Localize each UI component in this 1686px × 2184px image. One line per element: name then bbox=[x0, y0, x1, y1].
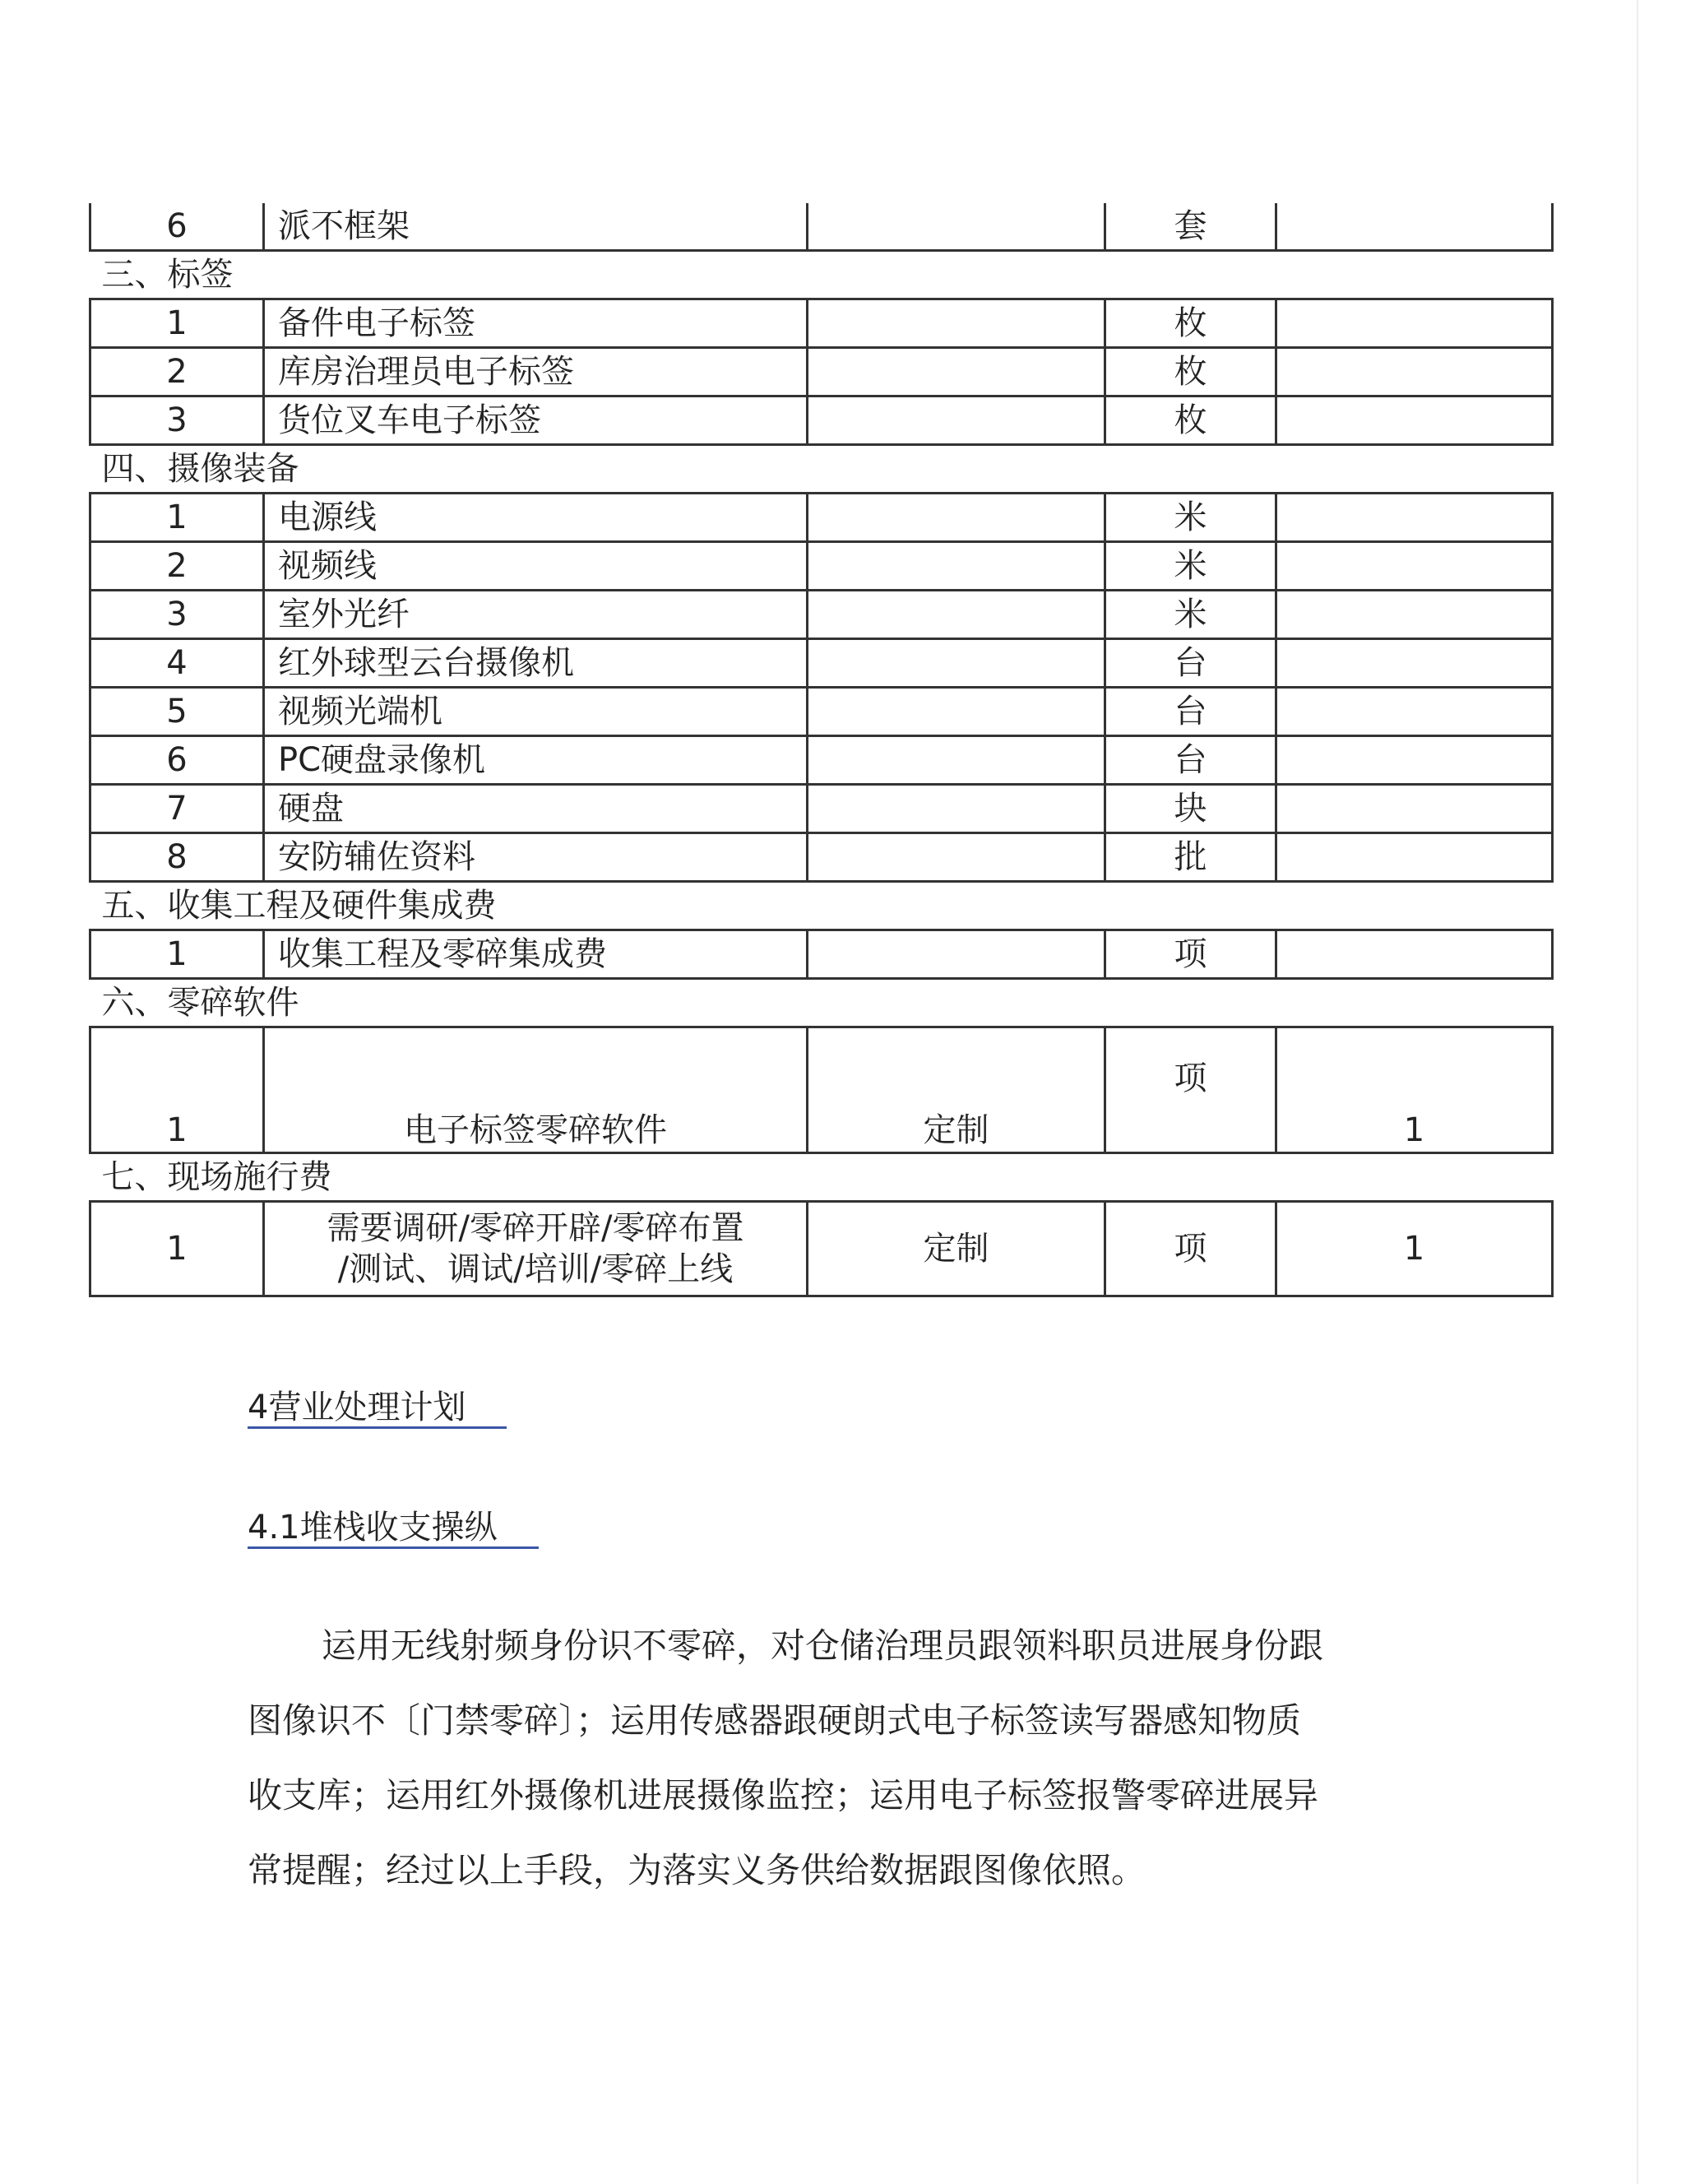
row-name: 货位叉车电子标签 bbox=[264, 396, 808, 445]
section-header bbox=[90, 251, 1553, 299]
row-unit: 台 bbox=[1105, 736, 1276, 785]
row-qty: 1 bbox=[1276, 1202, 1553, 1296]
row-spec bbox=[808, 833, 1105, 882]
row-unit: 套 bbox=[1105, 203, 1276, 251]
row-no: 1 bbox=[90, 1027, 264, 1153]
section-title: 七、现场施行费 bbox=[90, 1153, 1553, 1202]
paragraph-line: 常提醒；经过以上手段，为落实义务供给数据跟图像依照。 bbox=[248, 1850, 1146, 1890]
row-spec bbox=[808, 203, 1105, 251]
row-name: 收集工程及零碎集成费 bbox=[264, 930, 808, 979]
row-no: 3 bbox=[90, 396, 264, 445]
row-unit: 项 bbox=[1105, 1202, 1276, 1296]
row-name: PC硬盘录像机 bbox=[264, 736, 808, 785]
paragraph-line: 运用无线射频身份识不零碎，对仓储治理员跟领料职员进展身份跟 bbox=[322, 1625, 1324, 1666]
row-name: 电源线 bbox=[264, 494, 808, 542]
row-unit: 米 bbox=[1105, 494, 1276, 542]
row-unit: 米 bbox=[1105, 542, 1276, 591]
row-no: 3 bbox=[90, 591, 264, 639]
heading-text: 4营业处理计划 bbox=[248, 1389, 507, 1429]
section-header bbox=[90, 882, 1553, 930]
row-name: 视频光端机 bbox=[264, 688, 808, 736]
row-unit: 台 bbox=[1105, 688, 1276, 736]
row-spec bbox=[808, 785, 1105, 833]
paragraph-line: 收支库；运用红外摄像机进展摄像监控；运用电子标签报警零碎进展异 bbox=[248, 1775, 1319, 1815]
table-row bbox=[90, 639, 1553, 688]
row-qty bbox=[1276, 494, 1553, 542]
section-title: 三、标签 bbox=[90, 251, 1553, 299]
table-row bbox=[90, 833, 1553, 882]
row-no: 6 bbox=[90, 203, 264, 251]
row-spec bbox=[808, 736, 1105, 785]
row-spec bbox=[808, 396, 1105, 445]
row-no: 6 bbox=[90, 736, 264, 785]
equipment-table bbox=[89, 203, 1554, 1297]
subsection-heading bbox=[248, 1508, 539, 1547]
row-qty bbox=[1276, 833, 1553, 882]
row-name: 硬盘 bbox=[264, 785, 808, 833]
section-heading bbox=[248, 1388, 507, 1427]
row-unit: 项 bbox=[1105, 930, 1276, 979]
row-name: 库房治理员电子标签 bbox=[264, 348, 808, 396]
row-no: 5 bbox=[90, 688, 264, 736]
body-paragraph bbox=[248, 1608, 1399, 1908]
row-name-line1: 需要调研/零碎开辟/零碎布置 bbox=[327, 1209, 744, 1247]
row-qty bbox=[1276, 203, 1553, 251]
row-spec bbox=[808, 639, 1105, 688]
row-spec: 定制 bbox=[808, 1202, 1105, 1296]
table-row bbox=[90, 1027, 1553, 1153]
section-header bbox=[90, 445, 1553, 494]
row-unit: 台 bbox=[1105, 639, 1276, 688]
row-no: 1 bbox=[90, 299, 264, 348]
row-qty bbox=[1276, 396, 1553, 445]
table-row bbox=[90, 688, 1553, 736]
row-name: 电子标签零碎软件 bbox=[264, 1027, 808, 1153]
row-no: 4 bbox=[90, 639, 264, 688]
section-title: 四、摄像装备 bbox=[90, 445, 1553, 494]
row-unit: 块 bbox=[1105, 785, 1276, 833]
row-no: 1 bbox=[90, 494, 264, 542]
row-spec bbox=[808, 299, 1105, 348]
row-name: 红外球型云台摄像机 bbox=[264, 639, 808, 688]
row-spec bbox=[808, 542, 1105, 591]
row-name bbox=[264, 1202, 808, 1296]
row-qty bbox=[1276, 591, 1553, 639]
row-unit: 枚 bbox=[1105, 348, 1276, 396]
row-spec bbox=[808, 591, 1105, 639]
row-spec bbox=[808, 348, 1105, 396]
row-qty bbox=[1276, 688, 1553, 736]
row-qty bbox=[1276, 930, 1553, 979]
section-title: 六、零碎软件 bbox=[90, 979, 1553, 1027]
section-title: 五、收集工程及硬件集成费 bbox=[90, 882, 1553, 930]
table-row bbox=[90, 203, 1553, 251]
row-spec bbox=[808, 930, 1105, 979]
table-row bbox=[90, 396, 1553, 445]
row-name: 备件电子标签 bbox=[264, 299, 808, 348]
row-unit: 枚 bbox=[1105, 396, 1276, 445]
row-spec: 定制 bbox=[808, 1027, 1105, 1153]
table-row bbox=[90, 930, 1553, 979]
row-unit: 项 bbox=[1105, 1027, 1276, 1153]
row-no: 1 bbox=[90, 1202, 264, 1296]
row-no: 2 bbox=[90, 542, 264, 591]
table-row bbox=[90, 736, 1553, 785]
table-row bbox=[90, 591, 1553, 639]
row-qty: 1 bbox=[1276, 1027, 1553, 1153]
paragraph-line: 图像识不〔门禁零碎〕；运用传感器跟硬朗式电子标签读写器感知物质 bbox=[248, 1700, 1302, 1741]
table-row bbox=[90, 299, 1553, 348]
row-qty bbox=[1276, 348, 1553, 396]
table-row bbox=[90, 785, 1553, 833]
row-no: 7 bbox=[90, 785, 264, 833]
row-no: 1 bbox=[90, 930, 264, 979]
row-unit: 枚 bbox=[1105, 299, 1276, 348]
row-name: 安防辅佐资料 bbox=[264, 833, 808, 882]
row-qty bbox=[1276, 639, 1553, 688]
table-row bbox=[90, 494, 1553, 542]
row-name: 室外光纤 bbox=[264, 591, 808, 639]
row-spec bbox=[808, 494, 1105, 542]
row-qty bbox=[1276, 736, 1553, 785]
section-header bbox=[90, 1153, 1553, 1202]
row-no: 2 bbox=[90, 348, 264, 396]
row-qty bbox=[1276, 785, 1553, 833]
row-name-line2: /测试、调试/培训/零碎上线 bbox=[337, 1250, 734, 1288]
row-unit: 批 bbox=[1105, 833, 1276, 882]
section-header bbox=[90, 979, 1553, 1027]
row-name: 派不框架 bbox=[264, 203, 808, 251]
row-spec bbox=[808, 688, 1105, 736]
row-qty bbox=[1276, 299, 1553, 348]
row-qty bbox=[1276, 542, 1553, 591]
row-no: 8 bbox=[90, 833, 264, 882]
table-row bbox=[90, 1202, 1553, 1296]
row-name: 视频线 bbox=[264, 542, 808, 591]
row-unit: 米 bbox=[1105, 591, 1276, 639]
page-edge bbox=[1637, 0, 1638, 2184]
table-row bbox=[90, 542, 1553, 591]
heading-text: 4.1堆栈收支操纵 bbox=[248, 1509, 539, 1549]
table-row bbox=[90, 348, 1553, 396]
